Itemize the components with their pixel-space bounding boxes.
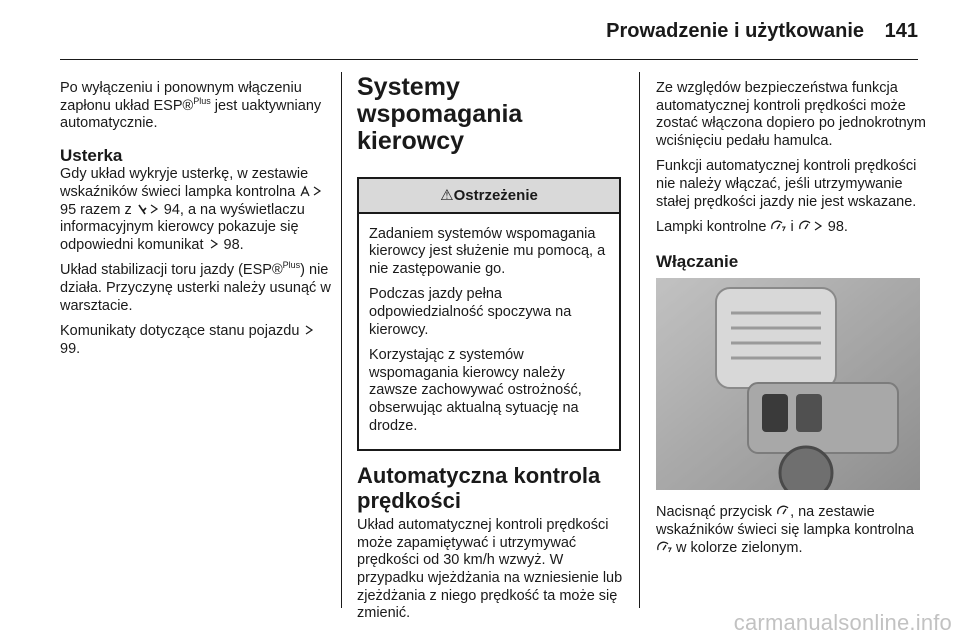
warning-title: Ostrzeżenie	[453, 187, 538, 204]
press-button-paragraph: Nacisnąć przycisk , na zestawie wskaźników świeci się lampka kontrolna w kolorze zielonym.	[656, 504, 914, 556]
brake-pedal-paragraph: Ze względów bezpieczeństwa funkcja automatycznej kontroli prędkości może zostać włączona dopiero po jednokrotnym wciśnięciu pedału hamulca.	[656, 80, 927, 149]
warning-body	[359, 214, 619, 450]
page-ref-icon	[148, 202, 160, 218]
vehicle-messages-paragraph: Komunikaty dotyczące stanu pojazdu 99.	[60, 323, 332, 358]
steering-warning-icon	[136, 203, 148, 216]
control-lamps-paragraph: Lampki kontrolne i 98.	[656, 219, 848, 236]
warning-paragraph: Korzystając z systemów wspomagania kierowcy należy zawsze zachowywać ostrożność, obserwując aktualną sytuację na drodze.	[369, 347, 582, 434]
page-ref-icon	[208, 237, 220, 253]
page-ref-icon	[812, 219, 824, 235]
cruise-control-lamp-icon	[770, 219, 786, 233]
cruise-control-lamp-icon	[656, 540, 672, 554]
fault-paragraph: Gdy układ wykryje usterkę, w zestawie wskaźników świeci lampka kontrolna 95 razem z 94, a na wyświetlaczu informacyjnym kierowcy pokazuje się odpowiedni komunikat 98.	[60, 166, 332, 254]
cruise-control-button-photo	[656, 278, 920, 490]
switch-on-heading: Włączanie	[656, 251, 739, 271]
column-3	[656, 80, 926, 565]
esp-warning-icon	[299, 185, 311, 198]
warning-box	[357, 177, 621, 451]
fault-heading: Usterka	[60, 145, 123, 165]
section-title-driver-assistance: Systemy wspomagania kierowcy	[357, 73, 523, 155]
page-ref-icon	[311, 184, 323, 200]
warning-header	[359, 179, 619, 214]
cruise-intro-paragraph: Układ automatycznej kontroli prędkości może zapamiętywać i utrzymywać prędkości od 30 km/h wzwyż. W przypadku wjeżdżania na wzniesienie lub zjeżdżania z niego prędkość ta może się zmienić.	[357, 517, 623, 622]
page-number: 141	[884, 20, 918, 42]
warning-triangle-icon: ⚠	[440, 186, 454, 204]
not-recommended-paragraph: Funkcji automatycznej kontroli prędkości nie należy włączać, jeśli utrzymywanie stałej prędkości jazdy nie jest wskazane.	[656, 158, 917, 210]
cruise-control-icon	[798, 219, 812, 233]
column-divider-1	[341, 72, 342, 608]
esp-reactivation-paragraph: Po wyłączeniu i ponownym włączeniu zapłonu układ ESP®$^{Plus}$ jest uaktywniany automatycznie.	[60, 80, 322, 132]
warning-paragraph: Podczas jazdy pełna odpowiedzialność spoczywa na kierowcy.	[369, 286, 572, 338]
column-2	[357, 74, 625, 631]
warning-paragraph: Zadaniem systemów wspomagania kierowcy jest służenie mu pomocą, a nie zastępowanie go.	[369, 225, 606, 277]
page-ref-icon	[303, 323, 315, 339]
watermark: carmanualsonline.info	[733, 610, 952, 635]
page-header-title: Prowadzenie i użytkowanie	[606, 20, 864, 42]
cruise-control-button-icon	[776, 504, 790, 518]
column-divider-2	[639, 72, 640, 608]
esp-inactive-paragraph: Układ stabilizacji toru jazdy (ESP®$^{Plus}$) nie działa. Przyczynę usterki należy usunąć w warsztacie.	[60, 260, 331, 314]
column-1	[60, 80, 332, 366]
header-divider	[60, 59, 918, 60]
section-title-cruise-control: Automatyczna kontrola prędkości	[357, 463, 601, 514]
